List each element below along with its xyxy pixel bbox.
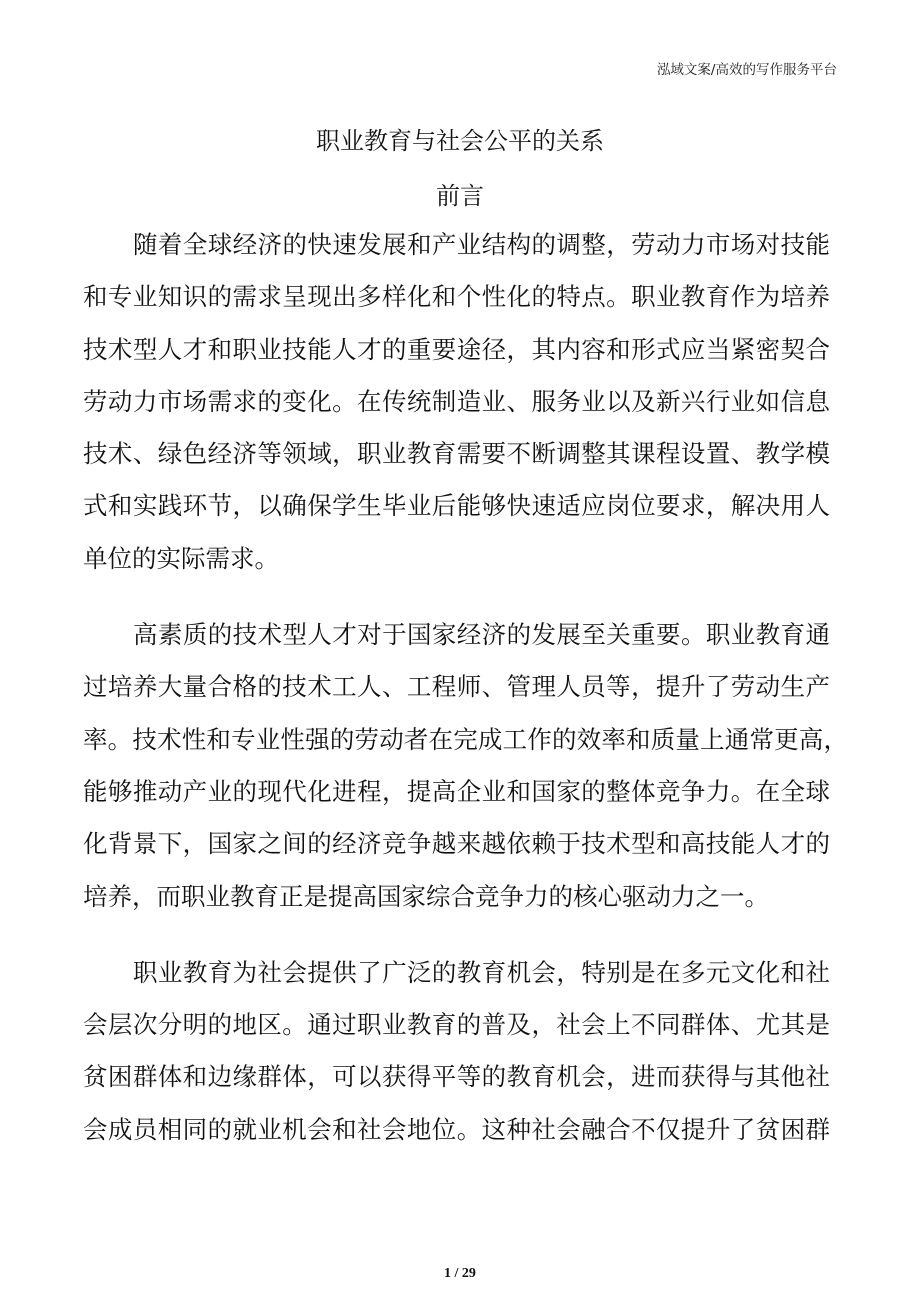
text-line: 技术、绿色经济等领域，职业教育需要不断调整其课程设置、教学模: [83, 439, 830, 469]
text-line: 培养，而职业教育正是提高国家综合竞争力的核心驱动力之一。: [83, 881, 769, 911]
text-line: 能够推动产业的现代化进程，提高企业和国家的整体竞争力。在全球: [83, 776, 830, 806]
paragraph: [83, 219, 830, 585]
text-line: 职业教育为社会提供了广泛的教育机会，特别是在多元文化和社: [133, 957, 830, 987]
text-line: 会成员相同的就业机会和社会地位。这种社会融合不仅提升了贫困群: [83, 1114, 830, 1144]
text-line: 随着全球经济的快速发展和产业结构的调整，劳动力市场对技能: [133, 230, 830, 259]
section-heading: 前言: [436, 182, 484, 210]
text-line: 贫困群体和边缘群体，可以获得平等的教育机会，进而获得与其他社: [83, 1062, 830, 1092]
text-line: 式和实践环节，以确保学生毕业后能够快速适应岗位要求，解决用人: [83, 491, 830, 521]
page-header: 泓域文案/高效的写作服务平台: [656, 62, 837, 78]
text-line: 技术型人才和职业技能人才的重要途径，其内容和形式应当紧密契合: [83, 334, 830, 364]
paragraph: [83, 609, 848, 923]
text-line: 劳动力市场需求的变化。在传统制造业、服务业以及新兴行业如信息: [83, 386, 830, 416]
text-line: 化背景下，国家之间的经济竞争越来越依赖于技术型和高技能人才的: [83, 829, 830, 859]
text-line: 单位的实际需求。: [83, 543, 279, 573]
document-body: [83, 219, 848, 1156]
paragraph: [83, 947, 830, 1156]
text-line: 率。技术性和专业性强的劳动者在完成工作的效率和质量上通常更高，: [83, 724, 848, 754]
document-title: 职业教育与社会公平的关系: [316, 127, 604, 155]
text-line: 和专业知识的需求呈现出多样化和个性化的特点。职业教育作为培养: [83, 282, 830, 312]
text-line: 会层次分明的地区。通过职业教育的普及，社会上不同群体、尤其是: [83, 1010, 830, 1040]
text-line: 过培养大量合格的技术工人、工程师、管理人员等，提升了劳动生产: [83, 672, 830, 702]
text-line: 高素质的技术型人才对于国家经济的发展至关重要。职业教育通: [133, 620, 830, 650]
page-number: 1 / 29: [444, 1266, 476, 1281]
